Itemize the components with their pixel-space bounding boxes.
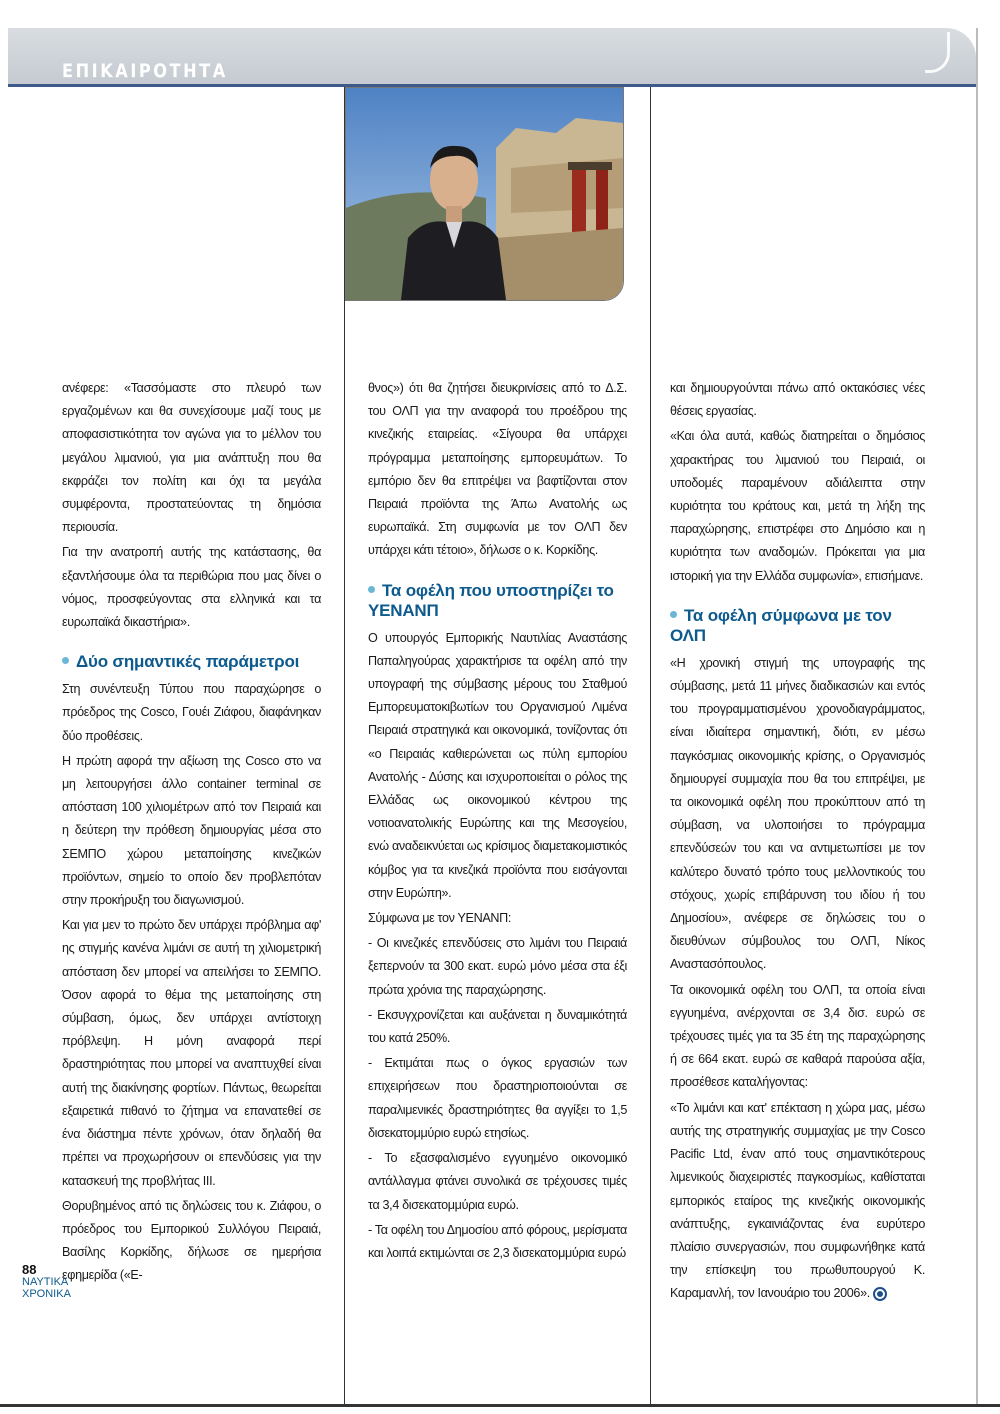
section-title: ΕΠΙΚΑΙΡΟΤΗΤΑ	[62, 60, 228, 82]
end-of-article-icon	[873, 1287, 887, 1301]
column-2	[368, 377, 627, 1265]
bullet-icon	[62, 657, 69, 664]
paragraph: Σύμφωνα με τον ΥΕΝΑΝΠ:	[368, 911, 512, 926]
column-1	[62, 377, 321, 1288]
column-divider-2	[650, 87, 651, 1407]
paragraph: - Οι κινεζικές επενδύσεις στο λιμάνι του Πειραιά ξεπερνούν τα 300 εκατ. ευρώ μόνο μέσα στα έξι πρώτα χρόνια της παραχώρησης.	[368, 936, 627, 997]
paragraph: «Η χρονική στιγμή της υπογραφής της σύμβασης, μετά 11 μήνες διαδικασιών και εντός του προγραμματισμένου χρονοδιαγράμματος, είναι ιδιαίτερα σημαντική, διότι, εν μέσω παγκόσμιας οικονομικής κρίσης, ο Οργανισμός δημιουργεί συμμαχία που θα του επιτρέψει, με τα οικονομικά οφέλη που προκύπτουν από τη σύμβαση, να υλοποιήσει το πρόγραμμα επενδύσεών του και να αντιμετωπίσει με τον καλύτερο δυνατό τρόπο τους μελλοντικούς του στόχους, χωρίς επιβάρυνση του ιδίου ή του Δημοσίου», ανέφερε σε δηλώσεις του ο διευθύνων σύμβουλος του ΟΛΠ, Νίκος Αναστασόπουλος.	[670, 655, 925, 972]
paragraph: - Τα οφέλη του Δημοσίου από φόρους, μερίσματα και λοιπά εκτιμώνται σε 2,3 δισεκατομμύρια ευρώ	[368, 1222, 627, 1260]
paragraph: Ο υπουργός Εμπορικής Ναυτιλίας Αναστάσης Παπαληγούρας χαρακτήρισε τα οφέλη από την υπογραφή της σύμβασης μέρους του Σταθμού Εμπορευματοκιβωτίων του Οργανισμού Λιμένα Πειραιά στρατηγικά και οικονομικά, τονίζοντας ότι «ο Πειραιάς καθιερώνεται ως πύλη εμπορίου Ανατολής - Δύσης και ισχυροποιείται ο ρόλος της Ελλάδας ως οικονομικού κέντρου της νοτιοανατολικής Ευρώπης και της Μεσογείου, ενώ αναδεικνύεται ως κρίσιμος διαμετακομιστικός κόμβος για τα κινεζικά προϊόντα που εισάγονται στην Ευρώπη».	[368, 630, 627, 900]
paragraph: ανέφερε: «Τασσόμαστε στο πλευρό των εργαζομένων και θα συνεχίσουμε μαζί τους με αποφασιστικότητα τον αγώνα για το μέλλον του μεγάλου λιμανιού, για μια ανάπτυξη που θα εκφράζει τον πολίτη και όχι τα μεγάλα συμφέροντα, προστατεύοντας τη δημόσια περιουσία.	[62, 381, 321, 535]
bullet-icon	[368, 586, 375, 593]
paragraph: - Εκσυγχρονίζεται και αυξάνεται η δυναμικότητά του κατά 250%.	[368, 1007, 627, 1046]
bullet-icon	[670, 611, 677, 618]
paragraph: Στη συνέντευξη Τύπου που παραχώρησε ο πρόεδρος της Cosco, Γουέι Ζιάφου, διαφάνηκαν δύο προθέσεις.	[62, 682, 321, 743]
paragraph: - Εκτιμάται πως ο όγκος εργασιών των επιχειρήσεων που δραστηριοποιούνται σε παραλιμενικές δραστηριότητες θα αγγίξει το 1,5 δισεκατομμύριο ευρώ ετησίως.	[368, 1056, 627, 1140]
subheading: Τα οφέλη σύμφωνα με τον ΟΛΠ	[670, 605, 892, 645]
paragraph: Για την ανατροπή αυτής της κατάστασης, θα εξαντλήσουμε όλα τα περιθώρια που μας δίνει ο νόμος, προσφεύγοντας στα ελληνικά και τα ευρωπαϊκά δικαστήρια».	[62, 545, 321, 630]
page-number: 88	[22, 1262, 37, 1277]
magazine-name-line2: ΧΡΟΝΙΚΑ	[22, 1288, 71, 1300]
paragraph: Η πρώτη αφορά την αξίωση της Cosco στο να μη λειτουργήσει άλλο container terminal σε απόσταση 100 χιλιομέτρων από τον Πειραιά και η δεύτερη την πρόθεση δημιουργίας μέσα στο ΣΕΜΠΟ χώρου μεταποίησης κινεζικών προϊόντων, σημείο το οποίο δεν προβλεπόταν στην προκήρυξη του διαγωνισμού.	[62, 753, 321, 908]
paragraph: Θορυβημένος από τις δηλώσεις του κ. Ζιάφου, ο πρόεδρος του Εμπορικού Συλλόγου Πειραιά, Βασίλης Κορκίδης, δήλωσε σε ημερήσια εφημερίδα («Ε-	[62, 1198, 321, 1283]
magazine-name-line1: ΝΑΥΤΙΚΑ	[22, 1276, 69, 1288]
column-3	[670, 377, 925, 1306]
paragraph: «Και όλα αυτά, καθώς διατηρείται ο δημόσιος χαρακτήρας του λιμανιού του Πειραιά, οι υποδομές παραμένουν αδιάλειπτα στην κυριότητα του κράτους και, μετά τη λήξη της παραχώρησης, επιστρέφει στο Δημόσιο και η κυριότητα των αναδομών. Πρόκειται για μια ιστορική για την Ελλάδα συμφωνία», επισήμανε.	[670, 429, 925, 583]
article-photo	[345, 87, 624, 301]
paragraph: Και για μεν το πρώτο δεν υπάρχει πρόβλημα αφ' ης στιγμής κανένα λιμάνι σε αυτή τη χιλιομετρική απόσταση δεν μπορεί να απειλήσει το ΣΕΜΠΟ. Όσον αφορά το θέμα της μεταποίησης στη σύμβαση, όμως, δεν υπάρχει αντίστοιχη πρόβλεψη. Η μόνη αναφορά περί δραστηριότητας που μπορεί να αναπτυχθεί είναι αυτή της διακίνησης φορτίων. Πάντως, θεωρείται εξαιρετικά πιθανό το ζήτημα να επανατεθεί σε ένα διάστημα πέντε χρόνων, όταν δηλαδή θα πρέπει να προχωρήσουν οι επενδύσεις για την κατασκευή της προβλήτας ΙΙΙ.	[62, 918, 321, 1188]
paragraph: και δημιουργούνται πάνω από οκτακόσιες νέες θέσεις εργασίας.	[670, 381, 925, 419]
paragraph: - Το εξασφαλισμένο εγγυημένο οικονομικό αντάλλαγμα φτάνει συνολικά σε τρέχουσες τιμές τα 3,4 δισεκατομμύρια ευρώ.	[368, 1151, 627, 1212]
subheading: Τα οφέλη που υποστηρίζει το ΥΕΝΑΝΠ	[368, 580, 614, 620]
paragraph: «Το λιμάνι και κατ' επέκταση η χώρα μας, μέσω αυτής της στρατηγικής συμμαχίας με την Cosco Pacific Ltd, έναν από τους σημαντικότερους λιμενικούς διαχειριστές παγκοσμίως, καθίσταται εμπορικός εταίρος της κινεζικής οικονομικής ανάπτυξης, εγκαινιάζοντας ένα ευρύτερο πλαίσιο συνεργασιών, που συμφωνήθηκε κατά την επίσκεψη του πρωθυπουργού Κ. Καραμανλή, τον Ιανουάριο του 2006».	[670, 1100, 925, 1301]
page-footer	[22, 1264, 71, 1300]
bottom-rule	[0, 1404, 1000, 1407]
paragraph: Τα οικονομικά οφέλη του ΟΛΠ, τα οποία είναι εγγυημένα, ανέρχονται σε 3,4 δισ. ευρώ σε τρέχουσες τιμές για τα 35 έτη της παραχώρησης ή σε 664 εκατ. ευρώ σε καθαρά παρούσα αξία, προσέθεσε καταλήγοντας:	[670, 982, 925, 1090]
paragraph: θνος») ότι θα ζητήσει διευκρινίσεις από το Δ.Σ. του ΟΛΠ για την αναφορά του προέδρου της κινεζικής εταιρείας. «Σίγουρα θα υπάρχει πρόγραμμα μεταποίησης εμπορευμάτων. Το εμπόριο δεν θα επιτρέψει να βαφτίζονται στον Πειραιά προϊόντα της Άπω Ανατολής ως ευρωπαϊκά. Στη συμφωνία με τον ΟΛΠ δεν υπάρχει κάτι τέτοιο», δήλωσε ο κ. Κορκίδης.	[368, 381, 627, 558]
photo-man-at-ruins	[346, 88, 623, 300]
page-edge-rule	[976, 28, 978, 1404]
subheading: Δύο σημαντικές παράμετροι	[62, 652, 321, 672]
